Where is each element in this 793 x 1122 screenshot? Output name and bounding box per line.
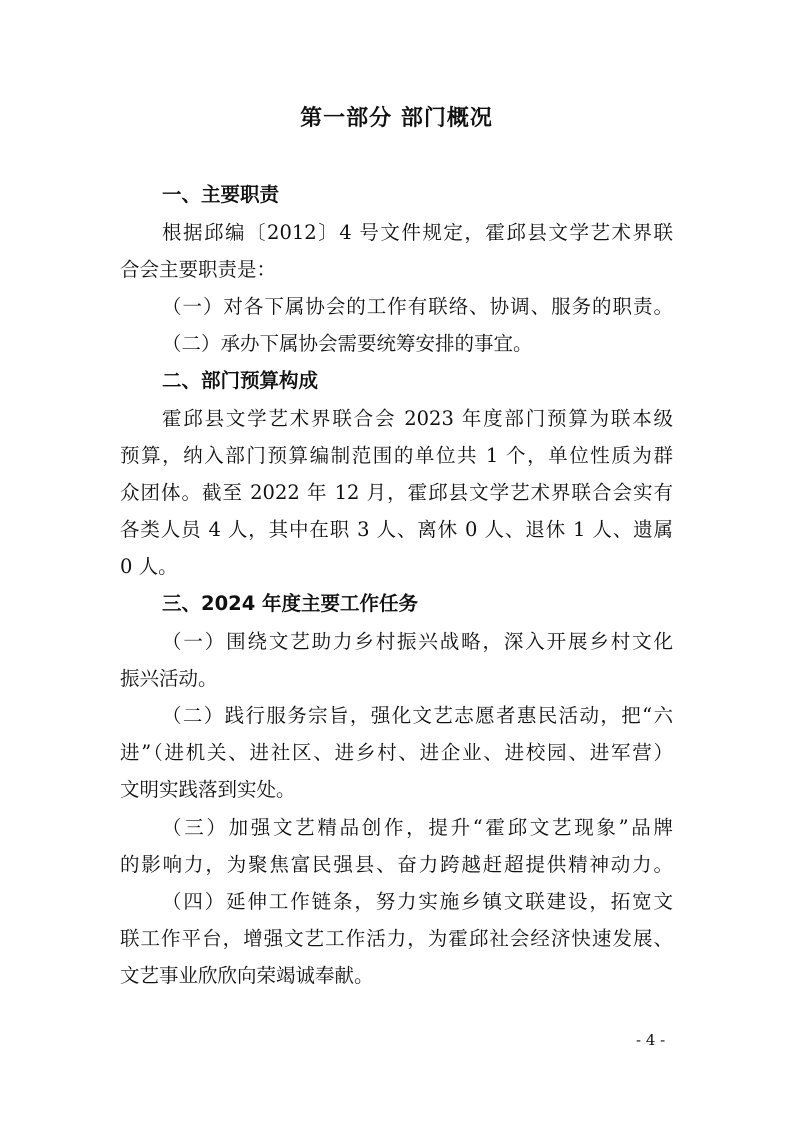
paragraph-line: 联工作平台，增强文艺工作活力，为霍邱社会经济快速发展、: [120, 927, 673, 950]
paragraph-line: 霍邱县文学艺术界联合会 2023 年度部门预算为联本级: [162, 407, 673, 430]
paragraph-line: 文艺事业欣欣向荣竭诚奉献。: [120, 964, 374, 987]
paragraph-line: 0 人。: [120, 555, 178, 578]
paragraph-line: 合会主要职责是：: [120, 258, 277, 281]
page-title: 第一部分 部门概况: [300, 106, 493, 131]
paragraph-line: 进”（进机关、进社区、进乡村、进企业、进校园、进军营）: [120, 741, 673, 764]
paragraph-line: 预算，纳入部门预算编制范围的单位共 1 个，单位性质为群: [120, 444, 673, 467]
paragraph-line: （二）承办下属协会需要统筹安排的事宜。: [162, 332, 533, 355]
paragraph-line: 各类人员 4 人，其中在职 3 人、离休 0 人、退休 1 人、遗属: [120, 518, 673, 541]
section-heading-tasks: 三、2024 年度主要工作任务: [162, 592, 419, 615]
section-heading-budget: 二、部门预算构成: [162, 369, 319, 392]
paragraph-line: （二）践行服务宗旨，强化文艺志愿者惠民活动，把“六: [162, 704, 673, 727]
paragraph-line: 根据邱编〔2012〕4 号文件规定，霍邱县文学艺术界联: [162, 221, 673, 244]
paragraph-line: （一）对各下属协会的工作有联络、协调、服务的职责。: [162, 295, 673, 318]
paragraph-line: （一）围绕文艺助力乡村振兴战略，深入开展乡村文化: [162, 630, 673, 653]
paragraph-line: 文明实践落到实处。: [120, 778, 296, 801]
paragraph-line: （三）加强文艺精品创作，提升“霍邱文艺现象”品牌: [162, 816, 673, 839]
page-number: - 4 -: [636, 1031, 666, 1049]
paragraph-line: 众团体。截至 2022 年 12 月，霍邱县文学艺术界联合会实有: [120, 481, 673, 504]
section-heading-duties: 一、主要职责: [162, 183, 280, 206]
paragraph-line: 的影响力，为聚焦富民强县、奋力跨越赶超提供精神动力。: [120, 853, 673, 876]
paragraph-line: （四）延伸工作链条，努力实施乡镇文联建设，拓宽文: [162, 890, 673, 913]
paragraph-line: 振兴活动。: [120, 667, 218, 690]
